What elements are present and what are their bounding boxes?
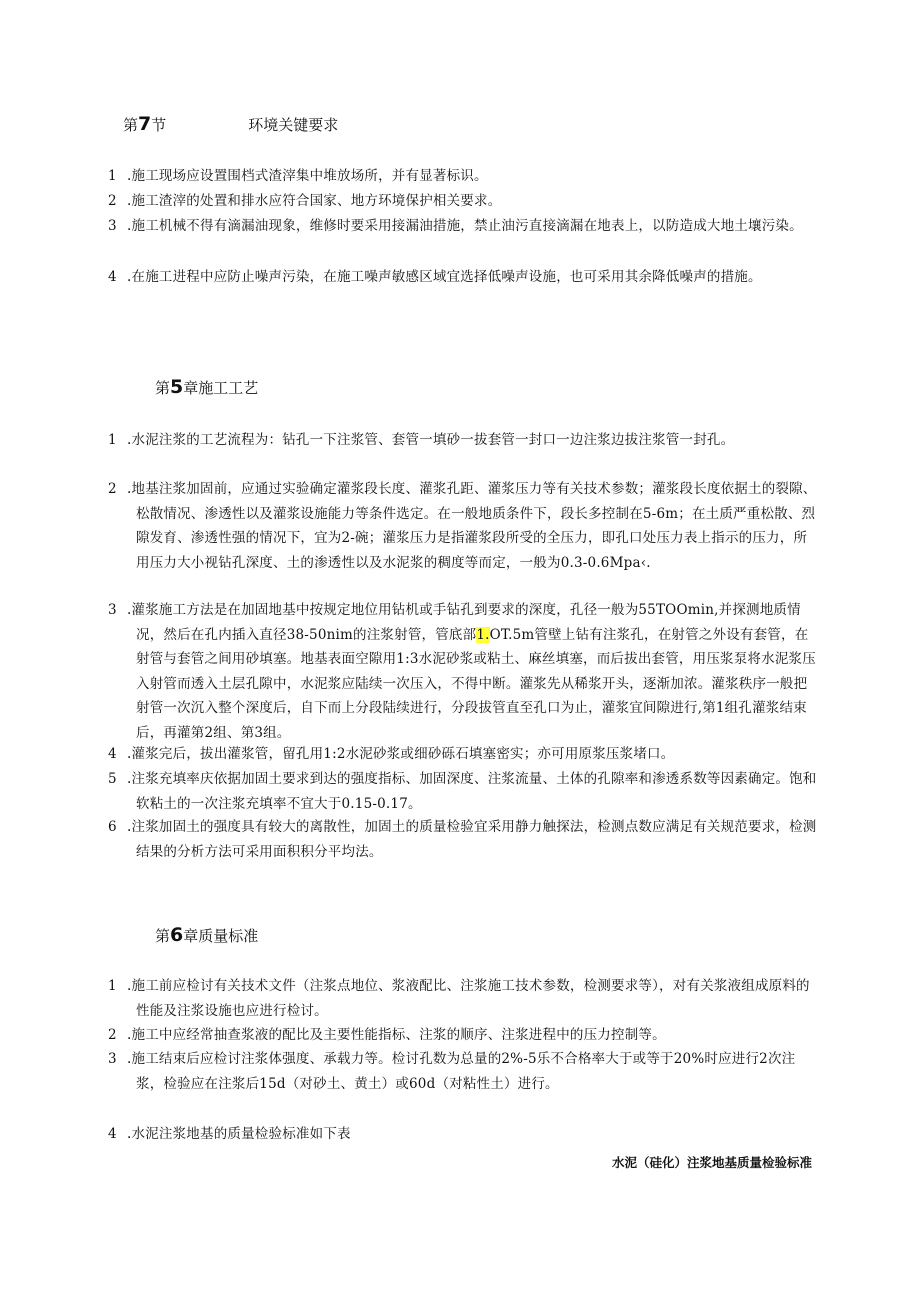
item-number: 3	[108, 602, 117, 618]
item-number: 1	[108, 978, 117, 994]
list-item	[108, 164, 818, 189]
item-text: .施工现场应设置围档式渣滓集中堆放场所，并有显著标识。	[127, 168, 488, 184]
item-number: 3	[108, 218, 117, 234]
item-number: 1	[108, 432, 117, 448]
list-item	[108, 815, 818, 864]
list-item	[108, 214, 818, 239]
list-item	[108, 189, 818, 214]
item-number: 1	[108, 168, 117, 184]
section-7-heading	[123, 113, 338, 136]
heading-title: 环境关键要求	[248, 116, 339, 134]
table-caption: 水泥（硅化）注浆地基质量检验标准	[611, 1155, 812, 1170]
item-text: .地基注浆加固前，应通过实验确定灌浆段长度、灌浆孔距、灌浆压力等有关技术参数；灌浆段长度依据土的裂隙、松散情况、渗透性以及灌浆设施能力等条件选定。在一般地质条件下，段长多控制在5-6m；在土质严重松散、烈隙发育、渗透性强的情况下，宜为2-碗；灌浆压力是指灌浆段所受的全压力，即孔口处压力表上指示的压力，所用压力大小视钻孔深度、土的渗透性以及水泥浆的稠度等而定，一般为0.3-0.6Mpa‹.	[127, 481, 817, 571]
heading-suffix: 节	[151, 116, 167, 134]
list-item	[108, 477, 818, 575]
heading-suffix: 章施工工艺	[183, 379, 259, 397]
item-text	[127, 598, 818, 745]
item-number: 4	[108, 269, 117, 285]
heading-suffix: 章质量标准	[183, 927, 259, 945]
list-item	[108, 974, 818, 1023]
item-text: .施工机械不得有滴漏油现象，维修时要采用接漏油措施，禁止油污直接滴漏在地表上，以防造成大地土壤污染。	[127, 218, 803, 234]
list-item	[108, 767, 818, 816]
highlighted-text: 1.	[476, 626, 490, 643]
item-text: .水泥注浆地基的质量检验标准如下表	[127, 1126, 351, 1142]
item-number: 5	[108, 771, 117, 787]
list-item	[108, 1047, 818, 1096]
item-text-part: .灌浆施工方法是在加固地基中按规定地位用钻机或手钻孔到要求的深度，孔径一般为55TOOmin,并探测地质情况，然后在孔内插入直径38-50nim的注浆射管，管底部	[127, 602, 801, 643]
item-number: 2	[108, 1027, 117, 1043]
chapter-5-heading	[155, 376, 258, 399]
list-item	[108, 742, 818, 767]
heading-prefix: 第	[155, 379, 171, 397]
item-text: .水泥注浆的工艺流程为：钻孔一下注浆管、套管一填砂一拔套管一封口一边注浆边拔注浆管一封孔。	[127, 432, 735, 448]
chapter-6-heading	[155, 924, 258, 947]
list-item	[108, 428, 818, 453]
item-text-part: OT.5m管壁上钻有注浆孔，在射管之外设有套管，在射管与套管之间用砂填塞。地基表面空隙用1:3水泥砂浆或粘土、麻丝填塞，而后拔出套管，用压浆泵将水泥浆压入射管而透入土层孔隙中，水泥浆应陆续一次压入，不得中断。灌浆先从稀浆开头，逐渐加浓。灌浆秩序一般把射管一次沉入整个深度后，自下而上分段陆续进行，分段拔管直至孔口为止，灌浆宜间隙进行,第1组孔灌浆结束后，再灌第2组、第3组。	[136, 626, 816, 741]
list-item	[108, 265, 818, 290]
list-item	[108, 1023, 818, 1048]
list-item	[108, 598, 818, 745]
item-number: 3	[108, 1051, 117, 1067]
item-text: .施工结束后应检讨注浆体强度、承载力等。检讨孔数为总量的2%-5乐不合格率大于或等于20%时应进行2次注浆，检验应在注浆后15d（对砂土、黄土）或60d（对粘性土）进行。	[127, 1051, 796, 1092]
item-text: .注浆充填率庆依据加固土要求到达的强度指标、加固深度、注浆流量、土体的孔隙率和渗透系数等因素确定。饱和软粘土的一次注浆充填率不宜大于0.15-0.17。	[127, 771, 817, 812]
item-text: .施工渣滓的处置和排水应符合国家、地方环境保护相关要求。	[127, 193, 502, 209]
heading-number: 5	[170, 376, 184, 398]
item-text: .灌浆完后，拔出灌浆管，留孔用1:2水泥砂浆或细砂砾石填塞密实；亦可用原浆压浆堵口。	[127, 746, 675, 762]
item-text: .施工前应检讨有关技术文件（注浆点地位、浆液配比、注浆施工技术参数，检测要求等），对有关浆液组成原料的性能及注浆设施也应进行检讨。	[127, 978, 810, 1019]
heading-prefix: 第	[155, 927, 171, 945]
item-number: 6	[108, 819, 117, 835]
item-number: 4	[108, 1126, 117, 1142]
item-text: .在施工进程中应防止噪声污染，在施工噪声敏感区域宜选择低噪声设施，也可采用其余降低噪声的措施。	[127, 269, 762, 285]
heading-number: 7	[138, 113, 152, 135]
item-number: 4	[108, 746, 117, 762]
list-item	[108, 1122, 818, 1147]
item-text: .注浆加固土的强度具有较大的离散性，加固土的质量检验宜采用静力触探法，检测点数应满足有关规范要求，检测结果的分析方法可采用面积积分平均法。	[127, 819, 817, 860]
heading-number: 6	[170, 924, 184, 946]
heading-prefix: 第	[123, 116, 139, 134]
item-text: .施工中应经常抽查浆液的配比及主要性能指标、注浆的顺序、注浆进程中的压力控制等。	[127, 1027, 666, 1043]
item-number: 2	[108, 481, 117, 497]
item-number: 2	[108, 193, 117, 209]
